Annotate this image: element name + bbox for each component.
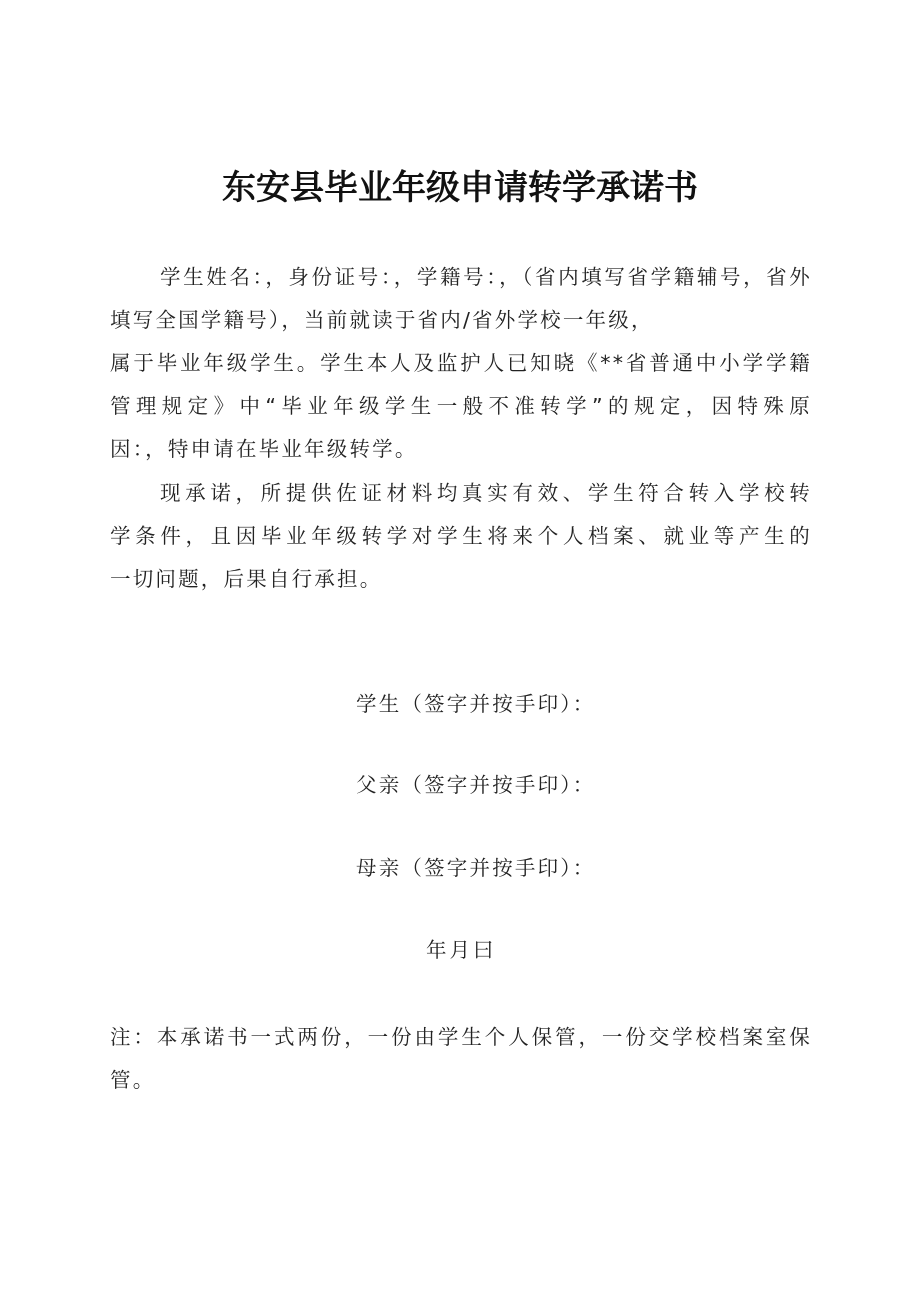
paragraph-line: 管理规定》中“毕业年级学生一般不准转学”的规定，因特殊原 [110, 394, 812, 418]
father-signature-line: 父亲（签字并按手印）： [356, 773, 596, 797]
paragraph-line: 学生姓名：，身份证号：，学籍号：，（省内填写省学籍辅号，省外 [160, 265, 812, 289]
paragraph-line: 现承诺，所提供佐证材料均真实有效、学生符合转入学校转 [160, 481, 812, 505]
note-block [110, 1016, 812, 1102]
paragraph-student-info [110, 256, 812, 471]
paragraph-line: 因：，特申请在毕业年级转学。 [110, 437, 418, 461]
paragraph-commitment [110, 472, 812, 601]
student-signature-line: 学生（签字并按手印）： [356, 692, 596, 716]
paragraph-line: 学条件，且因毕业年级转学对学生将来个人档案、就业等产生的 [110, 524, 812, 548]
paragraph-line: 填写全国学籍号），当前就读于省内/省外学校一年级， [110, 308, 654, 332]
paragraph-line: 一切问题，后果自行承担。 [110, 567, 383, 591]
mother-signature-line: 母亲（签字并按手印）： [356, 856, 596, 880]
note-line: 管。 [110, 1068, 156, 1092]
note-line: 注：本承诺书一式两份，一份由学生个人保管，一份交学校档案室保 [110, 1025, 812, 1049]
document-title: 东安县毕业年级申请转学承诺书 [222, 168, 698, 208]
date-line: 年月曰 [426, 938, 497, 962]
paragraph-line: 属于毕业年级学生。学生本人及监护人已知晓《**省普通中小学学籍 [110, 351, 812, 375]
